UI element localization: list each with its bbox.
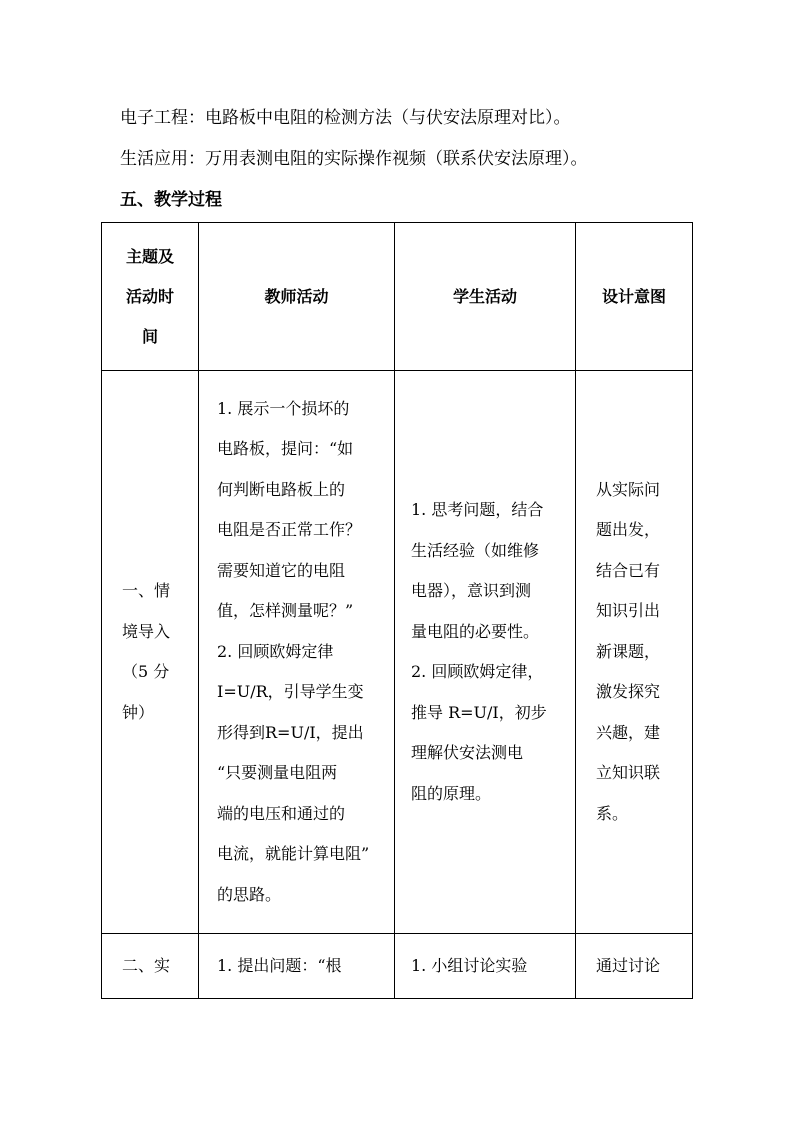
- cell-student-activity: [395, 934, 576, 999]
- intro-line-engineering: 电子工程：电路板中电阻的检测方法（与伏安法原理对比）。: [120, 108, 571, 128]
- teaching-process-table: [101, 222, 693, 999]
- header-student-activity: [395, 223, 576, 371]
- header-teacher-activity-text: 教师活动: [264, 286, 329, 306]
- cell-topic: [102, 934, 199, 999]
- cell-design-intent-text: 通过讨论: [596, 956, 661, 975]
- cell-design-intent: [576, 371, 693, 934]
- header-student-activity-text: 学生活动: [452, 286, 517, 306]
- cell-design-intent-text: 从实际问 题出发， 结合已有 知识引出 新课题， 激发探究 兴趣，建 立知识联 系。: [596, 479, 661, 823]
- cell-topic-text: 一、情 境导入 （5 分 钟）: [122, 581, 171, 722]
- intro-line-daily-life: 生活应用：万用表测电阻的实际操作视频（联系伏安法原理）。: [120, 149, 588, 169]
- cell-student-activity-text: 1. 小组讨论实验: [411, 956, 528, 975]
- cell-topic: [102, 371, 199, 934]
- table-header-row: [102, 223, 693, 371]
- header-design-intent: [576, 223, 693, 371]
- cell-teacher-activity-text: 1. 展示一个损坏的 电路板，提问：“如 何判断电路板上的 电阻是否正常工作？ 需要知道它的电阻 值，怎样测量呢？” 2. 回顾欧姆定律 I=U/R，引导学生变 形得到R=U/I，提出 “只要测量电阻两 端的电压和通过的 电流，就能计算电阻” 的思路。: [217, 398, 370, 904]
- cell-design-intent: [576, 934, 693, 999]
- table-row: [102, 934, 693, 999]
- header-teacher-activity: [199, 223, 395, 371]
- header-topic-time-text: 主题及 活动时 间: [125, 246, 174, 346]
- table-row: [102, 371, 693, 934]
- header-design-intent-text: 设计意图: [601, 286, 666, 306]
- cell-student-activity: [395, 371, 576, 934]
- cell-topic-text: 二、实: [122, 956, 171, 975]
- cell-teacher-activity: [199, 371, 395, 934]
- section-heading: 五、教学过程: [120, 190, 222, 210]
- header-topic-time: [102, 223, 199, 371]
- cell-student-activity-text: 1. 思考问题，结合 生活经验（如维修 电器），意识到测 量电阻的必要性。 2. 回顾欧姆定律， 推导 R=U/I，初步 理解伏安法测电 阻的原理。: [411, 500, 547, 803]
- cell-teacher-activity: [199, 934, 395, 999]
- cell-teacher-activity-text: 1. 提出问题：“根: [217, 956, 342, 975]
